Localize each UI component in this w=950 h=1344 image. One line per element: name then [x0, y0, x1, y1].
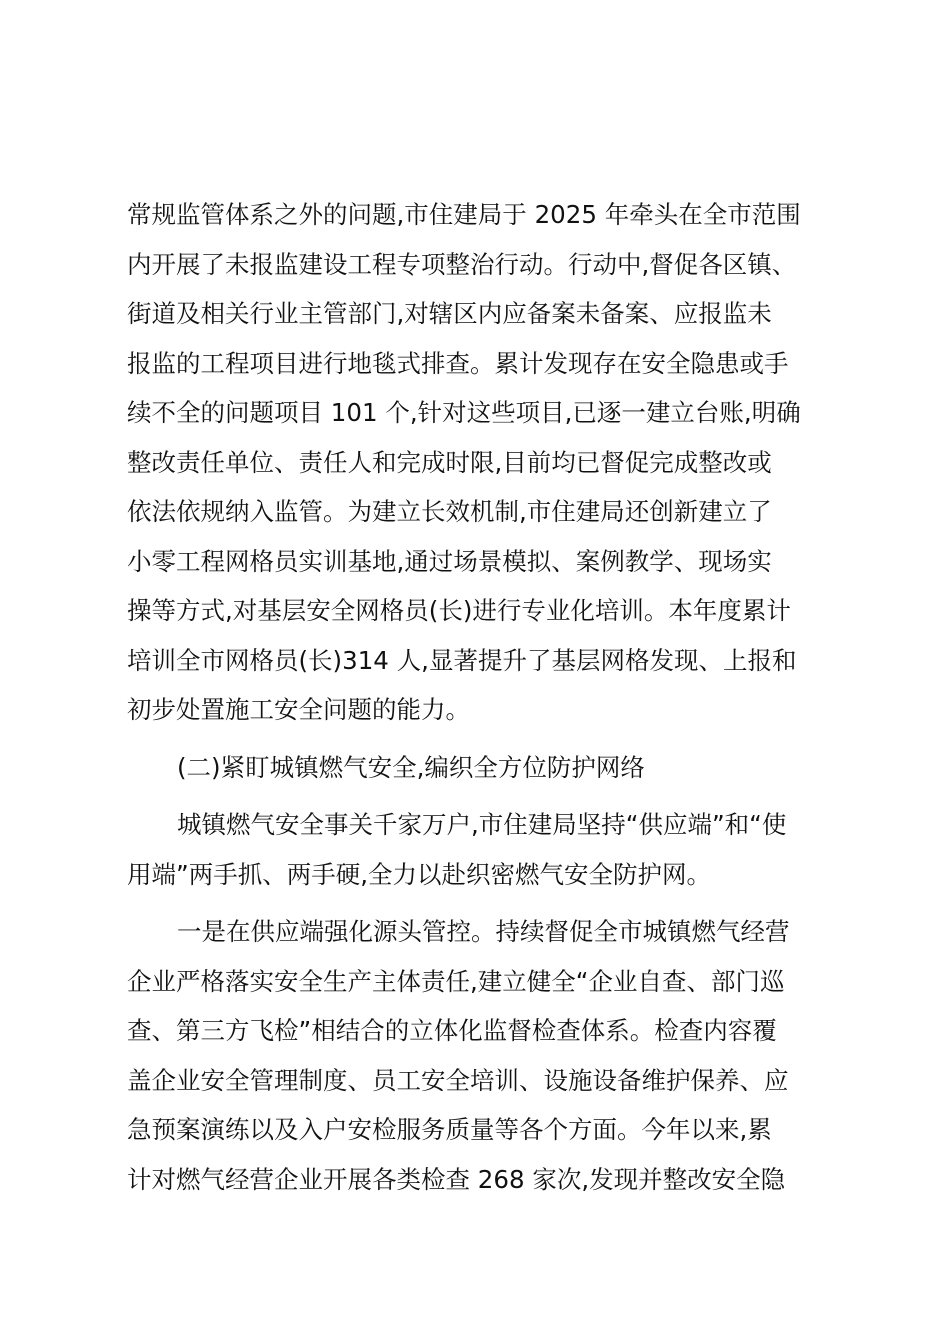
- text-line: 企业严格落实安全生产主体责任,建立健全“企业自查、部门巡: [127, 966, 785, 996]
- text-line: 急预案演练以及入户安检服务质量等各个方面。今年以来,累: [127, 1115, 772, 1144]
- paragraph-2: [127, 800, 827, 899]
- paragraph-gap: [127, 735, 827, 743]
- text-line: 初步处置施工安全问题的能力。: [127, 695, 470, 724]
- paragraph-1: [127, 190, 827, 735]
- text-line: 用端”两手抓、两手硬,全力以赴织密燃气安全防护网。: [127, 859, 711, 889]
- text-line: 续不全的问题项目 101 个,针对这些项目,已逐一建立台账,明确: [127, 398, 801, 427]
- text-line: 整改责任单位、责任人和完成时限,目前均已督促完成整改或: [127, 447, 772, 477]
- text-line: 内开展了未报监建设工程专项整治行动。行动中,督促各区镇、: [127, 249, 797, 279]
- paragraph-gap: [127, 899, 827, 907]
- section-heading: [127, 743, 827, 793]
- heading-line: (二)紧盯城镇燃气安全,编织全方位防护网络: [177, 752, 645, 782]
- text-line: 培训全市网格员(长)314 人,显著提升了基层网格发现、上报和: [127, 645, 797, 675]
- paragraph-3: [127, 907, 827, 1204]
- text-line: 依法依规纳入监管。为建立长效机制,市住建局还创新建立了: [127, 497, 772, 526]
- text-line: 报监的工程项目进行地毯式排查。累计发现存在安全隐患或手: [127, 348, 789, 378]
- text-line: 街道及相关行业主管部门,对辖区内应备案未备案、应报监未: [127, 299, 772, 328]
- text-line: 一是在供应端强化源头管控。持续督促全市城镇燃气经营: [177, 917, 790, 946]
- text-line: 盖企业安全管理制度、员工安全培训、设施设备维护保养、应: [127, 1065, 789, 1095]
- text-line: 城镇燃气安全事关千家万户,市住建局坚持“供应端”和“使: [177, 810, 787, 839]
- text-line: 计对燃气经营企业开展各类检查 268 家次,发现并整改安全隐: [127, 1164, 786, 1194]
- paragraph-gap: [127, 792, 827, 800]
- text-line: 查、第三方飞检”相结合的立体化监督检查体系。检查内容覆: [127, 1016, 777, 1045]
- document-body: [127, 190, 827, 1204]
- text-line: 小零工程网格员实训基地,通过场景模拟、案例教学、现场实: [127, 546, 772, 576]
- text-line: 操等方式,对基层安全网格员(长)进行专业化培训。本年度累计: [127, 596, 791, 625]
- text-line: 常规监管体系之外的问题,市住建局于 2025 年牵头在全市范围: [127, 200, 801, 229]
